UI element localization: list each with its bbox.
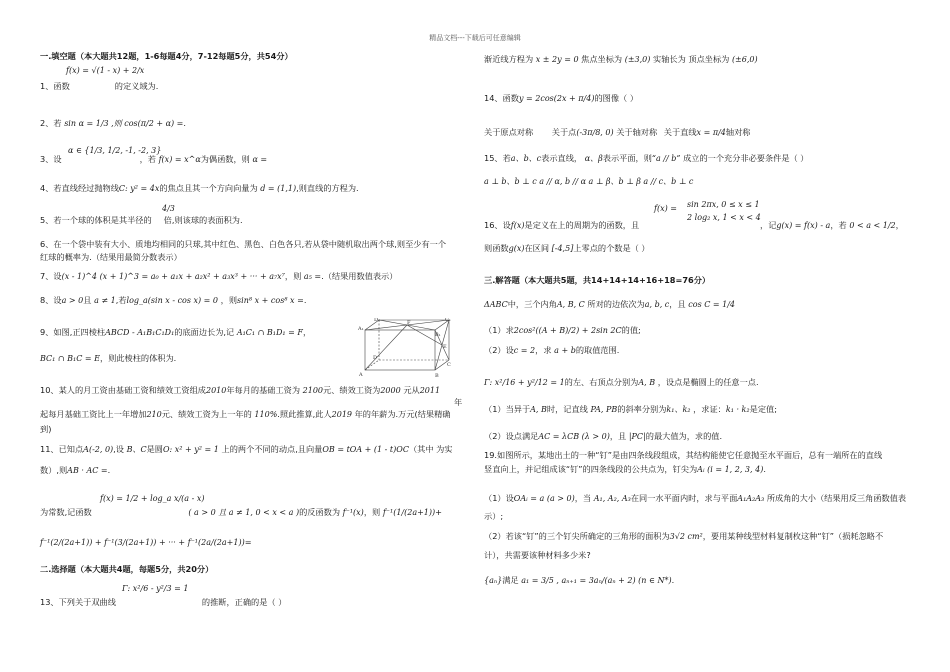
figure-label: B₁ [435, 332, 441, 338]
question-16-line-1: 16、设f(x)是定义在上的周期为的函数，且 [484, 220, 640, 230]
question-19-line-2: 竖直向上，并记组成该“钉”的四条线段的公共点为，钉尖为Aᵢ (i = 1, 2, 3, 4). [484, 464, 766, 474]
header-note: 精品文档---下载后可任意编辑 [429, 34, 521, 42]
section-fill-in-title: 一.填空题（本大题共12题，1-6每题4分，7-12每题5分，共54分） [40, 51, 293, 61]
q1-formula: f(x) = √(1 - x) + 2/x [66, 66, 145, 75]
question-8: 8、设a > 0且 a ≠ 1,若log_a(sin x - cos x) = 0 ，则sin⁸ x + cos⁸ x =. [40, 295, 307, 305]
figure-label: B [435, 373, 439, 379]
question-11-line-2: 数）,则AB · AC =. [40, 465, 111, 475]
question-16-line-1b: ，记g(x) = f(x) - a，若 0 < a < 1/2， [760, 220, 904, 230]
question-16-line-2: 则函数g(x)在区间 [-4,5]上零点的个数是（ ） [484, 243, 650, 253]
figure-label: F [407, 320, 411, 326]
section-solution-title: 三.解答题（本大题共5题，共14+14+14+16+18=76分） [484, 275, 711, 285]
figure-label: C [447, 362, 451, 368]
q13-options: 渐近线方程为 x ± 2y = 0 焦点坐标为 (±3,0) 实轴长为 顶点坐标为 (±6,0) [484, 54, 758, 64]
q19-part-1-line-2: 示）; [484, 511, 504, 521]
q18-part-1: （1）当异于A, B时，记直线 PA, PB的斜率分别为k₁、k₂ ，求证：k₁ · k₂是定值; [484, 404, 777, 414]
question-10-year-suffix: 年 [454, 397, 463, 407]
question-7: 7、设(x - 1)^4 (x + 1)^3 = a₀ + a₁x + a₂x² + a₃x³ + ··· + a₇x⁷，则 a₅ =.（结果用数值表示） [40, 271, 398, 281]
figure-label: D₁ [374, 318, 381, 323]
q15-options: a ⊥ b、b ⊥ c a // α, b // α a ⊥ β、b ⊥ β a // c、b ⊥ c [484, 177, 694, 186]
q19-part-2-line-2: 计），共需要该种材料多少米? [484, 550, 591, 560]
question-17: ΔABC中，三个内角A, B, C 所对的边依次为a, b, c，且 cos C = 1/4 [484, 299, 736, 309]
figure-label: D [373, 355, 378, 361]
prism-figure [355, 318, 451, 380]
q18-part-2: （2）设点满足AC = λCB (λ > 0)，且 |PC|的最大值为，求的值. [484, 431, 723, 441]
q19-part-1: （1）设OAᵢ = a (a > 0)，当 A₁, A₂, A₃在同一水平面内时，求与平面A₁A₂A₃ 所成角的大小（结果用反三角函数值表 [484, 493, 907, 503]
figure-label: A [359, 372, 363, 378]
question-10-line-2: 起每月基础工资比上一年增加210元、绩效工资为上一年的 110%.照此推算,此人2019 年的年薪为.万元(结果精确 [40, 409, 451, 419]
q14-options: 关于原点对称 关于点(-3π/8, 0) 关于轴对称 关于直线x = π/4轴对称 [484, 127, 751, 137]
question-11-line-1: 11、已知点A(-2, 0),设 B、C是圆O: x² + y² = 1 上的两个不同的动点,且向量OB = tOA + (1 - t)OC（其中 为实 [40, 444, 453, 454]
question-1: 1、函数 的定义域为. [40, 81, 159, 91]
q13-formula: Γ: x²/6 - y²/3 = 1 [122, 584, 189, 593]
q3-set: α ∈ {1/3, 1/2, -1, -2, 3} [68, 146, 162, 155]
question-20: {aₙ}满足 a₁ = 3/5 , aₙ₊₁ = 3aₙ/(aₙ + 2) (n ∈ N*). [484, 575, 675, 585]
q17-part-1: （1）求2cos²((A + B)/2) + 2sin 2C的值; [484, 325, 641, 335]
question-10-line-3: 到) [40, 424, 52, 434]
figure-label: A₁ [358, 326, 364, 332]
figure-label: C₁ [445, 318, 451, 323]
q16-piece-2: 2 log₂ x, 1 < x < 4 [687, 213, 761, 222]
question-2: 2、若 sin α = 1/3 ,则 cos(π/2 + α) =. [40, 118, 186, 128]
q19-part-2: （2）若该“钉”的三个钉尖所确定的三角形的面积为3√2 cm²，要用某种线型材料复制枚这种“钉”（损耗忽略不 [484, 531, 884, 541]
question-3: 3、设 ，若 f(x) = x^α为偶函数，则 α = [40, 154, 268, 164]
q17-part-2: （2）设c = 2，求 a + b的取值范围. [484, 345, 620, 355]
question-18: Γ: x²/16 + y²/12 = 1的左、右顶点分别为A, B ，设点是椭圆上的任意一点. [484, 377, 759, 387]
question-13: 13、下列关于双曲线 的推断，正确的是（ ） [40, 597, 287, 607]
figure-label: E [443, 344, 447, 350]
question-12-line-1: 为常数,记函数 ( a > 0 且 a ≠ 1, 0 < x < a )的反函数为 f⁻¹(x)，则 f⁻¹(1/(2a+1))+ [40, 507, 442, 517]
q16-piece-1: sin 2πx, 0 ≤ x ≤ 1 [687, 200, 760, 209]
q16-piecewise: f(x) = [654, 204, 677, 213]
question-6-line-2: 红球的概率为.（结果用最简分数表示） [40, 252, 182, 262]
question-9-line-1: 9、如图,正四棱柱ABCD - A₁B₁C₁D₁的底面边长为,记 A₁C₁ ∩ B₁D₁ = F， [40, 327, 312, 337]
question-15: 15、若a、b、c表示直线， α、β表示平面，则“a // b” 成立的一个充分非必要条件是（ ） [484, 153, 809, 163]
question-4: 4、若直线经过抛物线C: y² = 4x的焦点且其一个方向向量为 d = (1,1),则直线的方程为. [40, 183, 359, 193]
section-choice-title: 二.选择题（本大题共4题，每题5分，共20分） [40, 564, 214, 574]
question-12-line-2: f⁻¹(2/(2a+1)) + f⁻¹(3/(2a+1)) + ··· + f⁻¹(2a/(2a+1))= [40, 537, 252, 547]
question-5: 5、若一个球的体积是其半径的 倍,则该球的表面积为. [40, 215, 243, 225]
question-6-line-1: 6、在一个袋中装有大小、质地均相同的只球,其中红色、黑色、白色各只,若从袋中随机取出两个球,则至少有一个 [40, 239, 447, 249]
q12-formula: f(x) = 1/2 + log_a x/(a - x) [100, 494, 205, 503]
question-14: 14、函数y = 2cos(2x + π/4)的图像（ ） [484, 93, 639, 103]
question-10-line-1: 10、某人的月工资由基础工资和绩效工资组成2010年每月的基础工资为 2100元、绩效工资为2000 元从2011 [40, 385, 441, 395]
question-19-line-1: 19.如图所示，某地出土的一种“钉”是由四条线段组成，其结构能使它任意抛至水平面后，总有一端所在的直线 [484, 450, 883, 460]
q5-frac: 4/3 [162, 204, 175, 213]
question-9-line-2: BC₁ ∩ B₁C = E，则此棱柱的体积为. [40, 353, 177, 363]
